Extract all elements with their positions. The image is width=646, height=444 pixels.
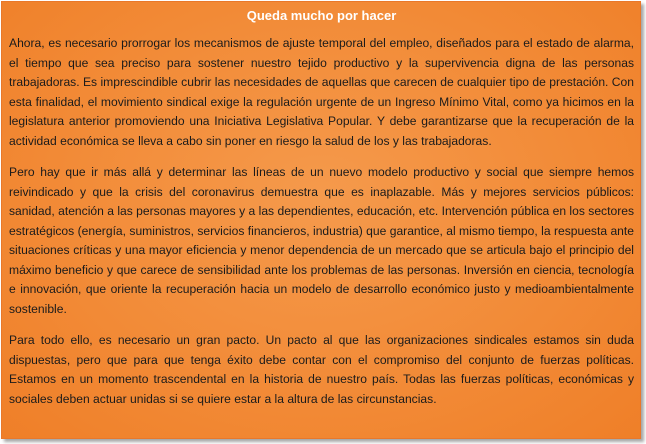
- paragraph-1: Ahora, es necesario prorrogar los mecanismos de ajuste temporal del empleo, diseñados para el estado de alarma, el tiempo que sea preciso para sostener nuestro tejido productivo y la supervivencia digna de las personas trabajadoras. Es imprescindible cubrir las necesidades de aquellas que carecen de cualquier tipo de prestación. Con esta finalidad, el movimiento sindical exige la regulación urgente de un Ingreso Mínimo Vital, como ya hicimos en la legislatura anterior promoviendo una Iniciativa Legislativa Popular. Y debe garantizarse que la recuperación de la actividad económica se lleva a cabo sin poner en riesgo la salud de los y las trabajadoras.: [9, 36, 634, 148]
- paragraph-2: Pero hay que ir más allá y determinar las líneas de un nuevo modelo productivo y social que siempre hemos reivindicado y que la crisis del coronavirus demuestra que es inaplazable. Más y mejores servicios públicos: sanidad, atención a las personas mayores y a las dependientes, educación, etc. Intervención pública en los sectores estratégicos (energía, suministros, servicios financieros, industria) que garantice, al mismo tiempo, la respuesta ante situaciones críticas y una mayor eficiencia y menor dependencia de un mercado que se articula bajo el principio del máximo beneficio y que carece de sensibilidad ante los problemas de las personas. Inversión en ciencia, tecnología e innovación, que oriente la recuperación hacia un modelo de desarrollo económico justo y medioambientalmente sostenible.: [9, 165, 634, 316]
- box-title: Queda mucho por hacer: [246, 8, 397, 23]
- paragraph-3: Para todo ello, es necesario un gran pacto. Un pacto al que las organizaciones sindicales estamos sin duda dispuestas, pero que para que tenga éxito debe contar con el compromiso del conjunto de fuerzas políticas. Estamos en un momento trascendental en la historia de nuestro país. Todas las fuerzas políticas, económicas y sociales deben actuar unidas si se quiere estar a la altura de las circunstancias.: [9, 333, 634, 406]
- text-box: [1, 1, 641, 439]
